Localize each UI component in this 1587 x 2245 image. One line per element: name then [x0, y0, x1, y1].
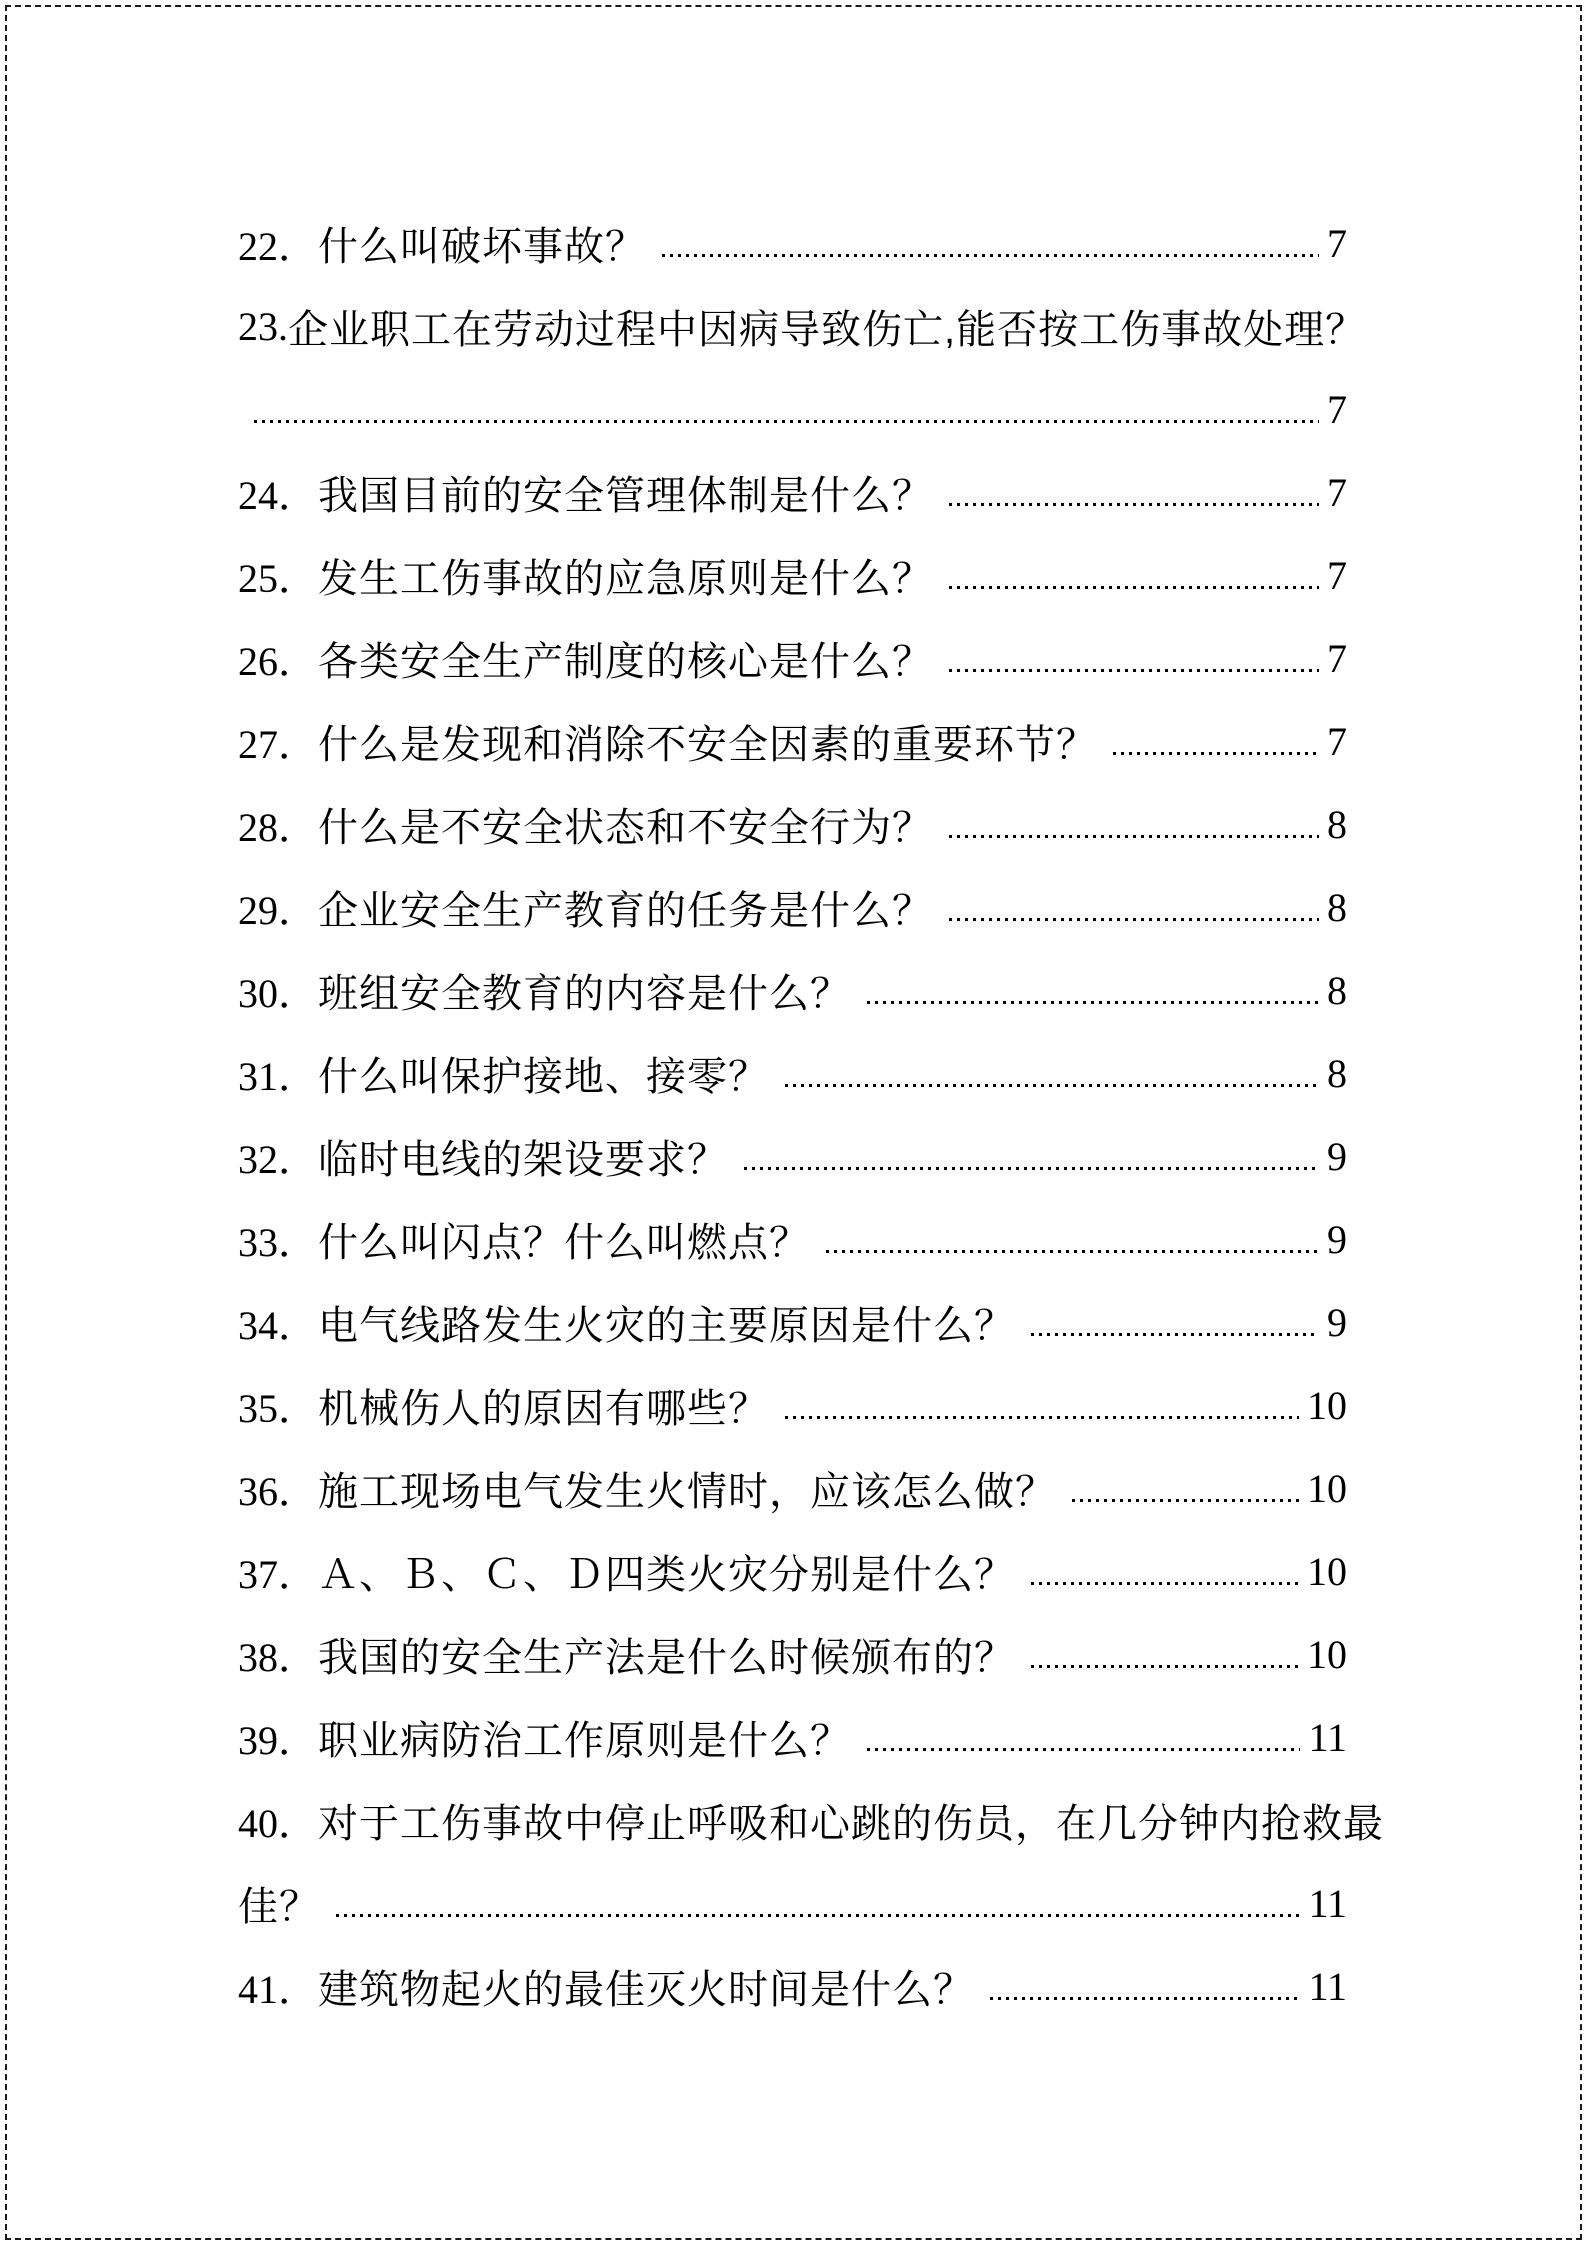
- entry-title: 职业病防治工作原则是什么？: [318, 1719, 851, 1763]
- entry-title: Ａ、Ｂ、Ｃ、Ｄ四类火灾分别是什么？: [318, 1553, 1015, 1597]
- entry-title: 对于工伤事故中停止呼吸和心跳的伤员，在几分钟内抢救最: [318, 1802, 1384, 1846]
- entry-number: 41．: [238, 1967, 318, 2012]
- dot-leader: [826, 1250, 1319, 1253]
- entry-title: 我国的安全生产法是什么时候颁布的？: [318, 1636, 1015, 1680]
- toc-row[interactable]: [238, 617, 1347, 700]
- toc-row[interactable]: [238, 1945, 1347, 2028]
- entry-number: 38．: [238, 1635, 318, 1680]
- entry-page-number: 7: [1327, 470, 1347, 515]
- entry-title: 佳？: [238, 1885, 320, 1929]
- toc-row[interactable]: [238, 1115, 1347, 1198]
- entry-title: 什么是不安全状态和不安全行为？: [318, 806, 933, 850]
- toc-row[interactable]: [238, 949, 1347, 1032]
- toc-row[interactable]: [238, 1032, 1347, 1115]
- entry-title: 企业安全生产教育的任务是什么？: [318, 889, 933, 933]
- toc-row[interactable]: [238, 1862, 1347, 1945]
- dot-leader: [867, 1001, 1319, 1004]
- entry-title: 发生工伤事故的应急原则是什么？: [318, 557, 933, 601]
- dot-leader: [1031, 1333, 1319, 1336]
- entry-number: 27．: [238, 722, 318, 767]
- entry-page-number: 8: [1327, 1051, 1347, 1096]
- entry-title: 什么是发现和消除不安全因素的重要环节？: [318, 723, 1097, 767]
- entry-page-number: 11: [1308, 1964, 1347, 2009]
- entry-number: 33．: [238, 1220, 318, 1265]
- entry-title: 我国目前的安全管理体制是什么？: [318, 474, 933, 518]
- entry-number: 35．: [238, 1386, 318, 1431]
- dot-leader: [662, 254, 1319, 257]
- entry-number: 32．: [238, 1137, 318, 1182]
- dot-leader: [949, 835, 1319, 838]
- entry-page-number: 11: [1308, 1715, 1347, 1760]
- entry-title: 施工现场电气发生火情时，应该怎么做？: [318, 1470, 1056, 1514]
- toc-row[interactable]: [238, 285, 1367, 368]
- dot-leader: [949, 918, 1319, 921]
- toc-row[interactable]: [238, 700, 1347, 783]
- entry-page-number: 10: [1307, 1632, 1347, 1677]
- entry-number: 23.: [238, 304, 288, 349]
- entry-title: 临时电线的架设要求？: [318, 1138, 728, 1182]
- entry-title: 各类安全生产制度的核心是什么？: [318, 640, 933, 684]
- entry-title: 机械伤人的原因有哪些？: [318, 1387, 769, 1431]
- toc-row[interactable]: [238, 783, 1347, 866]
- dot-leader: [949, 669, 1319, 672]
- entry-title: 什么叫保护接地、接零？: [318, 1055, 769, 1099]
- toc-row[interactable]: [238, 202, 1347, 285]
- dot-leader: [744, 1167, 1319, 1170]
- dot-leader: [336, 1914, 1300, 1917]
- entry-number: 40．: [238, 1801, 318, 1846]
- entry-number: 39．: [238, 1718, 318, 1763]
- entry-title: 班组安全教育的内容是什么？: [318, 972, 851, 1016]
- entry-number: 29．: [238, 888, 318, 933]
- entry-number: 26．: [238, 639, 318, 684]
- entry-page-number: 10: [1307, 1383, 1347, 1428]
- entry-page-number: 11: [1308, 1881, 1347, 1926]
- entry-page-number: 7: [1327, 221, 1347, 266]
- toc-row[interactable]: [238, 1779, 1384, 1862]
- entry-number: 25．: [238, 556, 318, 601]
- entry-title: 什么叫破坏事故？: [318, 225, 646, 269]
- dot-leader: [1031, 1582, 1299, 1585]
- toc-row[interactable]: [238, 1696, 1347, 1779]
- entry-page-number: 7: [1327, 719, 1347, 764]
- entry-page-number: 8: [1327, 802, 1347, 847]
- entry-page-number: 7: [1327, 553, 1347, 598]
- dot-leader: [1072, 1499, 1299, 1502]
- dot-leader: [949, 586, 1319, 589]
- entry-number: 37．: [238, 1552, 318, 1597]
- entry-page-number: 9: [1327, 1300, 1347, 1345]
- toc-row[interactable]: [238, 534, 1347, 617]
- dot-leader: [1113, 752, 1319, 755]
- dot-leader: [785, 1084, 1319, 1087]
- entry-number: 36．: [238, 1469, 318, 1514]
- toc-row[interactable]: [238, 1530, 1347, 1613]
- dot-leader: [785, 1416, 1299, 1419]
- toc-row[interactable]: [238, 451, 1347, 534]
- dot-leader: [867, 1748, 1300, 1751]
- dot-leader: [1031, 1665, 1299, 1668]
- entry-number: 24．: [238, 473, 318, 518]
- entry-page-number: 9: [1327, 1134, 1347, 1179]
- entry-page-number: 10: [1307, 1549, 1347, 1594]
- entry-number: 31．: [238, 1054, 318, 1099]
- toc-list: [238, 202, 1384, 2028]
- entry-page-number: 7: [1327, 387, 1347, 432]
- toc-row[interactable]: [238, 1613, 1347, 1696]
- toc-row[interactable]: [238, 1281, 1347, 1364]
- toc-row[interactable]: [238, 1364, 1347, 1447]
- entry-page-number: 8: [1327, 885, 1347, 930]
- toc-row[interactable]: [238, 368, 1347, 451]
- entry-number: 28．: [238, 805, 318, 850]
- entry-title: 电气线路发生火灾的主要原因是什么？: [318, 1304, 1015, 1348]
- entry-number: 22．: [238, 224, 318, 269]
- dot-leader: [254, 420, 1319, 423]
- entry-page-number: 8: [1327, 968, 1347, 1013]
- entry-title: 什么叫闪点？什么叫燃点？: [318, 1221, 810, 1265]
- dot-leader: [990, 1997, 1300, 2000]
- entry-page-number: 10: [1307, 1466, 1347, 1511]
- dot-leader: [949, 503, 1319, 506]
- entry-number: 30．: [238, 971, 318, 1016]
- entry-page-number: 9: [1327, 1217, 1347, 1262]
- entry-page-number: 7: [1327, 636, 1347, 681]
- entry-title: 建筑物起火的最佳灭火时间是什么？: [318, 1968, 974, 2012]
- toc-row[interactable]: [238, 1198, 1347, 1281]
- entry-title: 企业职工在劳动过程中因病导致伤亡,能否按工伤事故处理？: [288, 308, 1367, 352]
- toc-row[interactable]: [238, 1447, 1347, 1530]
- toc-row[interactable]: [238, 866, 1347, 949]
- entry-number: 34．: [238, 1303, 318, 1348]
